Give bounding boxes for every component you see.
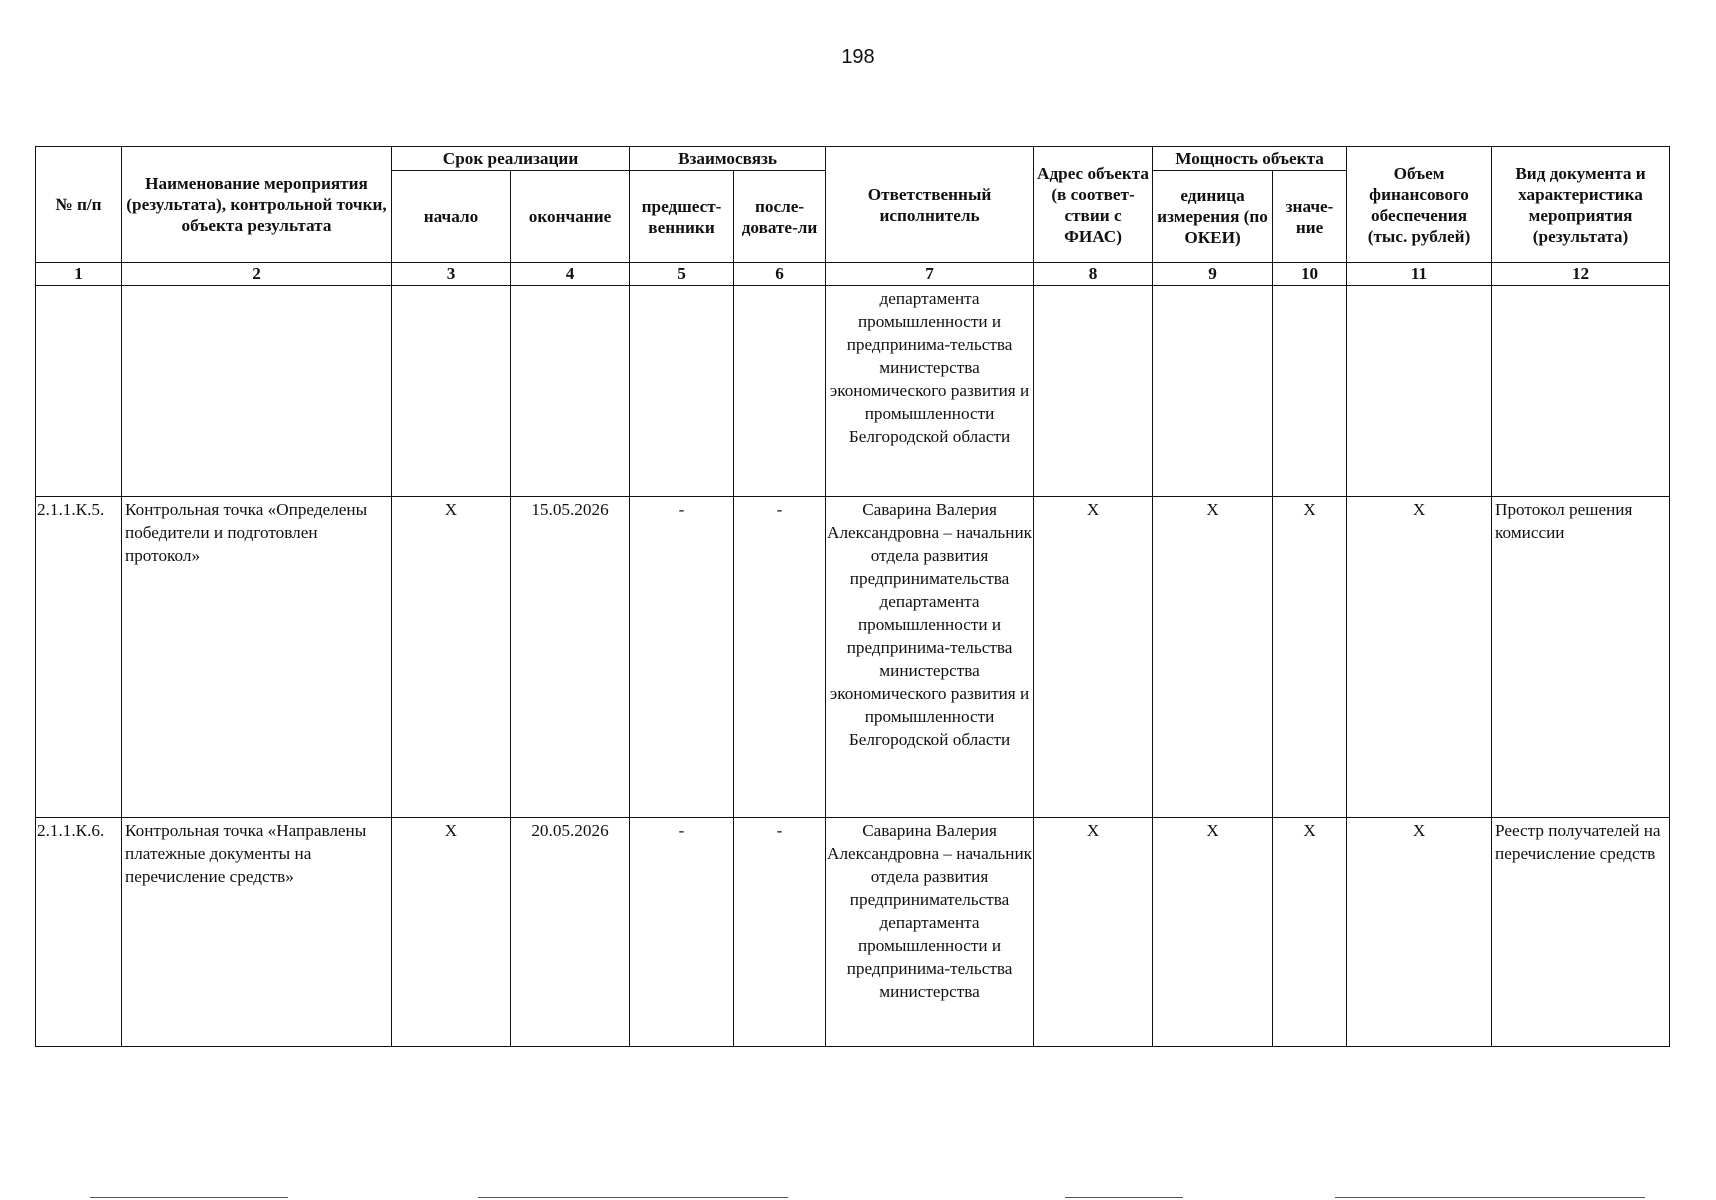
cell-empty xyxy=(36,286,122,497)
header-number: № п/п xyxy=(36,147,122,263)
cell-start: X xyxy=(392,497,511,818)
cell-successors: - xyxy=(734,497,826,818)
cell-empty xyxy=(734,286,826,497)
header-row-top xyxy=(36,147,1670,171)
cell-empty xyxy=(392,286,511,497)
header-responsible: Ответственный исполнитель xyxy=(826,147,1034,263)
cell-name: Контрольная точка «Определены победители и подготовлен протокол» xyxy=(122,497,392,818)
cell-responsible: Саварина Валерия Александровна – начальник отдела развития предпринимательства департамента промышленности и предпринима-тельства министерства экономического развития и промышленности Белгородской области xyxy=(826,497,1034,818)
cell-empty xyxy=(1492,286,1670,497)
column-number: 7 xyxy=(826,263,1034,286)
column-number: 11 xyxy=(1347,263,1492,286)
cell-empty xyxy=(1273,286,1347,497)
cell-empty xyxy=(122,286,392,497)
table-row xyxy=(36,818,1670,1047)
cell-name: Контрольная точка «Направлены платежные документы на перечисление средств» xyxy=(122,818,392,1047)
cell-start: X xyxy=(392,818,511,1047)
cell-value: X xyxy=(1273,818,1347,1047)
cell-value: X xyxy=(1273,497,1347,818)
cell-unit: X xyxy=(1153,818,1273,1047)
scan-bottom-lines xyxy=(0,1197,1716,1199)
column-number: 12 xyxy=(1492,263,1670,286)
cell-document: Протокол решения комиссии xyxy=(1492,497,1670,818)
header-successors: после-довате-ли xyxy=(734,171,826,263)
implementation-plan-table xyxy=(35,146,1670,1047)
column-number: 9 xyxy=(1153,263,1273,286)
cell-id: 2.1.1.К.5. xyxy=(36,497,122,818)
cell-predecessors: - xyxy=(630,818,734,1047)
header-power-group: Мощность объекта xyxy=(1153,147,1347,171)
cell-successors: - xyxy=(734,818,826,1047)
table-row xyxy=(36,497,1670,818)
cell-responsible: Саварина Валерия Александровна – начальник отдела развития предпринимательства департамента промышленности и предпринима-тельства министерства xyxy=(826,818,1034,1047)
column-number: 3 xyxy=(392,263,511,286)
scan-line xyxy=(478,1197,788,1198)
cell-empty xyxy=(1347,286,1492,497)
cell-predecessors: - xyxy=(630,497,734,818)
column-number: 4 xyxy=(511,263,630,286)
header-end: окончание xyxy=(511,171,630,263)
scan-line xyxy=(90,1197,288,1198)
column-number: 5 xyxy=(630,263,734,286)
cell-empty xyxy=(1153,286,1273,497)
scan-line xyxy=(1065,1197,1183,1198)
cell-id: 2.1.1.К.6. xyxy=(36,818,122,1047)
column-number: 10 xyxy=(1273,263,1347,286)
column-number: 2 xyxy=(122,263,392,286)
header-finance: Объем финансового обеспечения (тыс. рублей) xyxy=(1347,147,1492,263)
column-number: 1 xyxy=(36,263,122,286)
cell-end: 20.05.2026 xyxy=(511,818,630,1047)
header-address: Адрес объекта (в соответ-ствии с ФИАС) xyxy=(1034,147,1153,263)
scan-line xyxy=(1335,1197,1645,1198)
header-term-group: Срок реализации xyxy=(392,147,630,171)
column-number: 6 xyxy=(734,263,826,286)
cell-end: 15.05.2026 xyxy=(511,497,630,818)
cell-finance: X xyxy=(1347,818,1492,1047)
cell-finance: X xyxy=(1347,497,1492,818)
cell-address: X xyxy=(1034,497,1153,818)
cell-document: Реестр получателей на перечисление средств xyxy=(1492,818,1670,1047)
column-number-row xyxy=(36,263,1670,286)
header-name: Наименование мероприятия (результата), контрольной точки, объекта результата xyxy=(122,147,392,263)
column-number: 8 xyxy=(1034,263,1153,286)
cell-empty xyxy=(1034,286,1153,497)
cell-empty xyxy=(630,286,734,497)
header-predecessors: предшест-венники xyxy=(630,171,734,263)
header-link-group: Взаимосвязь xyxy=(630,147,826,171)
header-value: значе-ние xyxy=(1273,171,1347,263)
header-unit: единица измерения (по ОКЕИ) xyxy=(1153,171,1273,263)
cell-empty xyxy=(511,286,630,497)
plan-table-sheet xyxy=(35,146,1669,1047)
page-number: 198 xyxy=(841,46,875,68)
cell-unit: X xyxy=(1153,497,1273,818)
header-document: Вид документа и характеристика мероприятия (результата) xyxy=(1492,147,1670,263)
cell-responsible: департамента промышленности и предпринима-тельства министерства экономического развития и промышленности Белгородской области xyxy=(826,286,1034,497)
cell-address: X xyxy=(1034,818,1153,1047)
header-start: начало xyxy=(392,171,511,263)
table-row-continuation xyxy=(36,286,1670,497)
